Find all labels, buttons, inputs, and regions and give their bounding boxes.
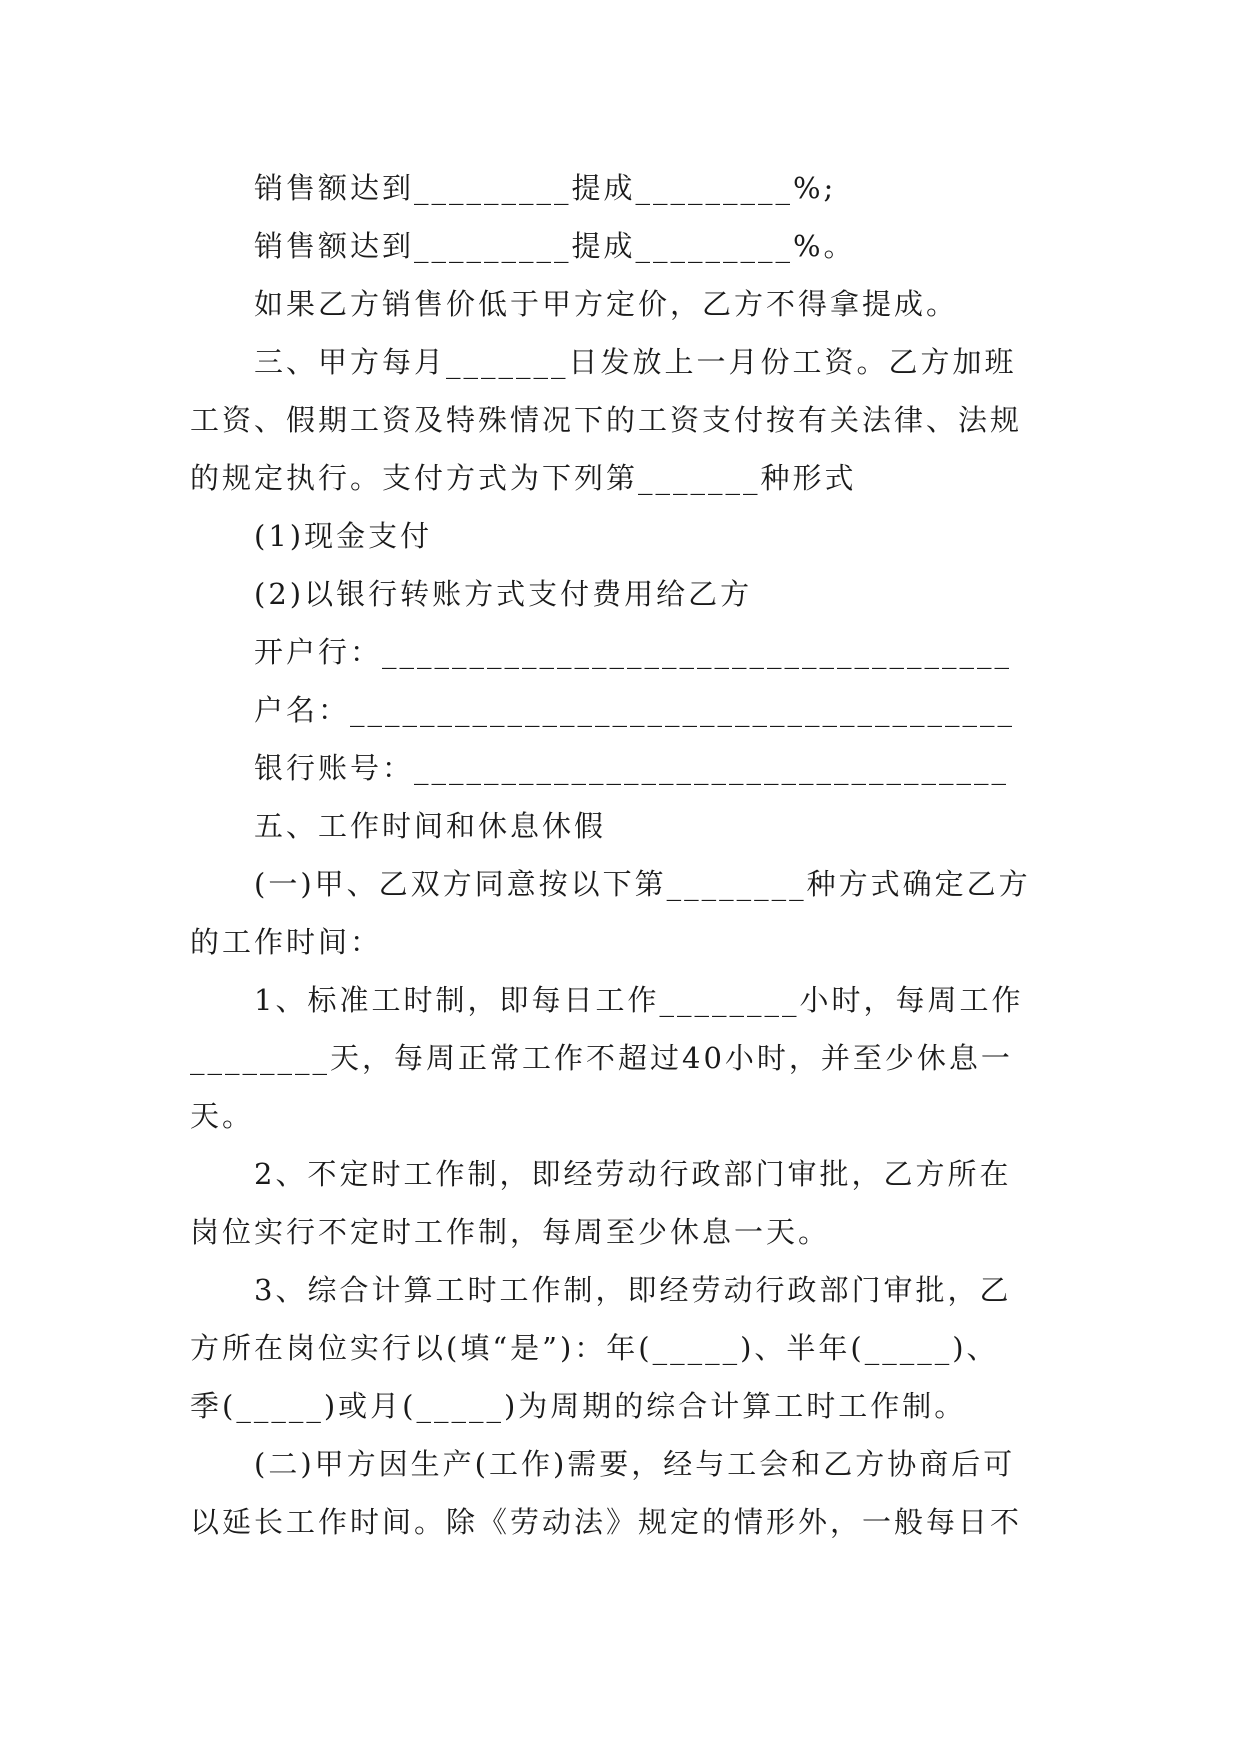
- standard-hours-line: 1、标准工时制，即每日工作________小时，每周工作: [254, 983, 1024, 1017]
- sales-commission-line-2: 销售额达到_________提成_________%。: [254, 229, 856, 263]
- paragraph-line: 的规定执行。支付方式为下列第_______种形式: [190, 461, 857, 495]
- subsection-one-line: (一)甲、乙双方同意按以下第________种方式确定乙方: [254, 867, 1031, 901]
- section-five-heading: 五、工作时间和休息休假: [254, 809, 607, 843]
- paragraph-line: 工资、假期工资及特殊情况下的工资支付按有关法律、法规: [190, 403, 1023, 437]
- payment-option-bank: (2)以银行转账方式支付费用给乙方: [254, 577, 753, 611]
- payment-option-cash: (1)现金支付: [254, 519, 433, 553]
- comprehensive-hours-line: 3、综合计算工时工作制，即经劳动行政部门审批，乙: [254, 1273, 1012, 1307]
- bank-account-field: 银行账号：__________________________________: [254, 751, 1010, 785]
- paragraph-line: 季(_____)或月(_____)为周期的综合计算工时工作制。: [190, 1389, 967, 1423]
- bank-name-field: 开户行：____________________________________: [254, 635, 1013, 669]
- paragraph-line: 方所在岗位实行以(填“是”)：年(_____)、半年(_____)、: [190, 1331, 999, 1365]
- paragraph-line: 如果乙方销售价低于甲方定价，乙方不得拿提成。: [254, 287, 959, 321]
- account-name-field: 户名：______________________________________: [254, 693, 1016, 727]
- paragraph-line: 天。: [190, 1099, 255, 1133]
- paragraph-line: 以延长工作时间。除《劳动法》规定的情形外，一般每日不: [190, 1505, 1023, 1539]
- sales-commission-line-1: 销售额达到_________提成_________%;: [254, 171, 837, 205]
- paragraph-line: 的工作时间：: [190, 925, 383, 959]
- flexible-hours-line: 2、不定时工作制，即经劳动行政部门审批，乙方所在: [254, 1157, 1012, 1191]
- subsection-two-line: (二)甲方因生产(工作)需要，经与工会和乙方协商后可: [254, 1447, 1016, 1481]
- paragraph-line: ________天，每周正常工作不超过40小时，并至少休息一: [190, 1041, 1013, 1075]
- section-three-line: 三、甲方每月_______日发放上一月份工资。乙方加班: [254, 345, 1017, 379]
- paragraph-line: 岗位实行不定时工作制，每周至少休息一天。: [190, 1215, 831, 1249]
